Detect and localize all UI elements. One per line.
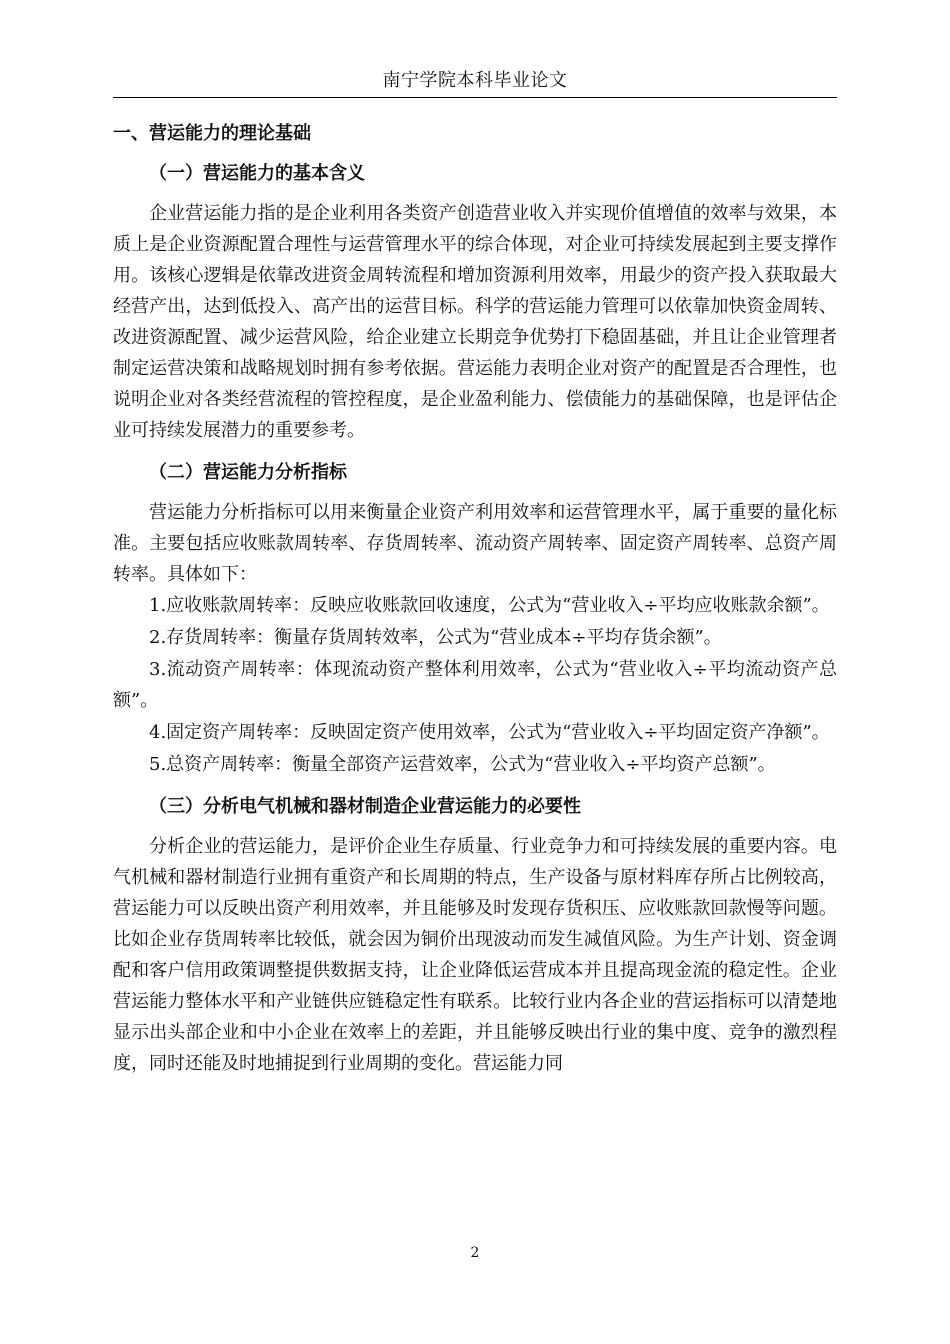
list-item: 3.流动资产周转率：体现流动资产整体利用效率，公式为“营业收入÷平均流动资产总额”。 xyxy=(113,659,837,711)
header-divider xyxy=(113,97,837,98)
page-number: 2 xyxy=(470,1245,480,1261)
subsection-heading-3: （三）分析电气机械和器材制造企业营运能力的必要性 xyxy=(149,796,581,817)
subsection-heading-1: （一）营运能力的基本含义 xyxy=(149,163,365,184)
list-item: 2.存货周转率：衡量存货周转效率，公式为“营业成本÷平均存货余额”。 xyxy=(149,627,722,648)
list-item: 4.固定资产周转率：反映固定资产使用效率，公式为“营业收入÷平均固定资产净额”。 xyxy=(149,722,830,743)
list-item: 5.总资产周转率：衡量全部资产运营效率，公式为“营业收入÷平均资产总额”。 xyxy=(149,754,776,775)
indicator-list xyxy=(113,590,837,780)
paragraph-analysis-indicators: 营运能力分析指标可以用来衡量企业资产利用效率和运营管理水平，属于重要的量化标准。主要包括应收账款周转率、存货周转率、流动资产周转率、固定资产周转率、总资产周转率。具体如下： xyxy=(113,502,837,585)
paragraph-necessity: 分析企业的营运能力，是评价企业生存质量、行业竞争力和可持续发展的重要内容。电气机械和器材制造行业拥有重资产和长周期的特点，生产设备与原材料库存所占比例较高，营运能力可以反映出资产利用效率，并且能够及时发现存货积压、应收账款回款慢等问题。比如企业存货周转率比较低，就会因为铜价出现波动而发生减值风险。为生产计划、资金调配和客户信用政策调整提供数据支持，让企业降低运营成本并且提高现金流的稳定性。企业营运能力整体水平和产业链供应链稳定性有联系。比较行业内各企业的营运指标可以清楚地显示出头部企业和中小企业在效率上的差距，并且能够反映出行业的集中度、竞争的激烈程度，同时还能及时地捕捉到行业周期的变化。营运能力同 xyxy=(113,836,837,1074)
document-body xyxy=(113,115,837,1079)
section-heading-1: 一、营运能力的理论基础 xyxy=(113,123,311,144)
subsection-heading-2: （二）营运能力分析指标 xyxy=(149,462,347,483)
paragraph-basic-meaning: 企业营运能力指的是企业利用各类资产创造营业收入并实现价值增值的效率与效果，本质上是企业资源配置合理性与运营管理水平的综合体现，对企业可持续发展起到主要支撑作用。该核心逻辑是依靠改进资金周转流程和增加资源利用效率，用最少的资产投入获取最大经营产出，达到低投入、高产出的运营目标。科学的营运能力管理可以依靠加快资金周转、改进资源配置、减少运营风险，给企业建立长期竞争优势打下稳固基础，并且让企业管理者制定运营决策和战略规划时拥有参考依据。营运能力表明企业对资产的配置是否合理性，也说明企业对各类经营流程的管控程度，是企业盈利能力、偿债能力的基础保障，也是评估企业可持续发展潜力的重要参考。 xyxy=(113,203,837,441)
list-item: 1.应收账款周转率：反映应收账款回收速度，公式为“营业收入÷平均应收账款余额”。 xyxy=(149,595,830,616)
page-header-title: 南宁学院本科毕业论文 xyxy=(382,70,568,91)
